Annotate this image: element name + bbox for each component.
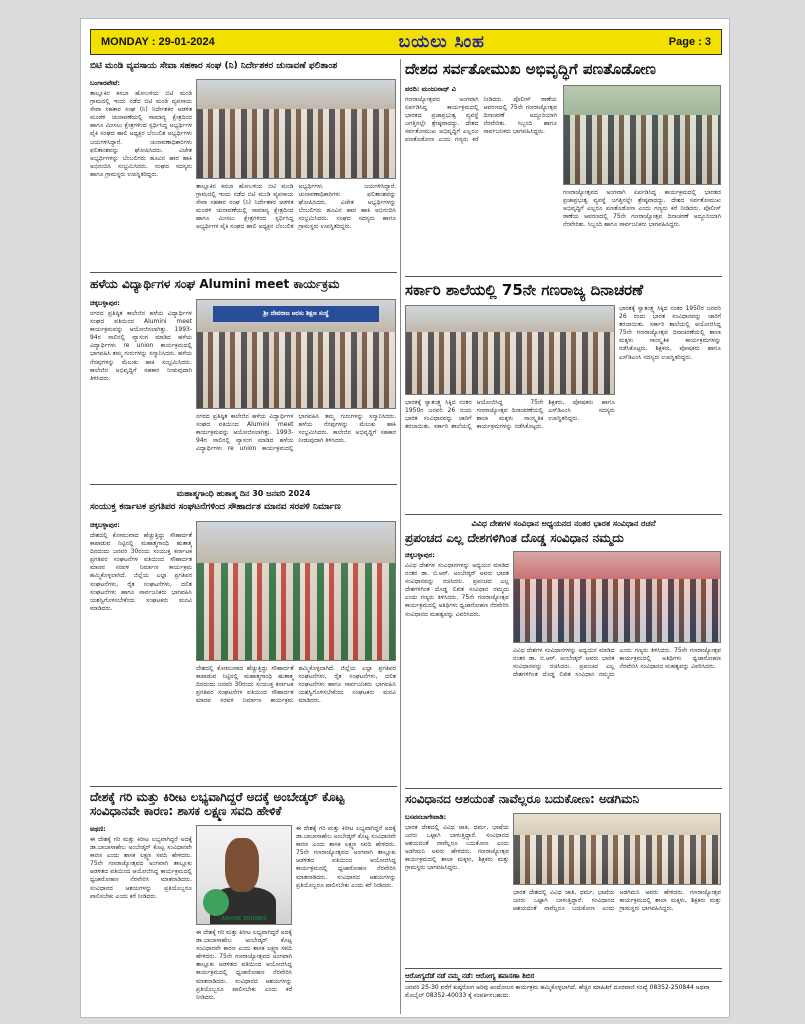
story-constitution-savadi (90, 789, 397, 1014)
story-dateline: ವರದಿ: ಮಂಜುನಾಥ್ ವಿ (405, 85, 456, 93)
school-event-photo (405, 305, 615, 395)
story-dateline: ಚಿಕ್ಕಬಳ್ಳಾಪುರ: (90, 521, 120, 529)
human-chain-photo (196, 521, 396, 661)
story-dateline: ಚಿಕ್ಕಬಳ್ಳಾಪುರ: (90, 299, 120, 307)
story-body-continued: ದೇಶದಲ್ಲಿ ಕೋಮುವಾದ ಹೆಚ್ಚುತ್ತಿದ್ದು ಸೌಹಾರ್ದತೆ ಕಾಪಾಡುವ ನಿಟ್ಟಿನಲ್ಲಿ ಮಹಾತ್ಮಗಾಂಧಿ ಹುತಾತ್ಮ ದಿನದಂದು ಜನವರಿ 30ರಂದು ಸಂಯುಕ್ತ ಕರ್ನಾಟಕ ಪ್ರಗತಿಪರ ಸಂಘಟನೆಗಳ ವತಿಯಿಂದ ಸೌಹಾರ್ದತ ಮಾನವ ಸರಪಳಿ ನಿರ್ಮಾಣ ಕಾರ್ಯಕ್ರಮ ಹಮ್ಮಿಕೊಳ್ಳಲಾಗಿದೆ. ಜಿಲ್ಲೆಯ ಎಲ್ಲಾ ಪ್ರಗತಿಪರ ಸಂಘಟನೆಗಳು, ರೈತ ಸಂಘಟನೆಗಳು, ದಲಿತ ಸಂಘಟನೆಗಳು ಹಾಗೂ ಸಾರ್ವಜನಿಕರು ಭಾಗವಹಿಸಿ ಯಶಸ್ವಿಗೊಳಿಸಬೇಕೆಂದು ಸಂಘಟಕರು ಮನವಿ ಮಾಡಿದರು. (196, 665, 396, 705)
story-school-republic (405, 279, 722, 515)
village-event-photo (513, 813, 721, 885)
story-headline: ದೇಶದ ಸರ್ವತೋಮುಖ ಅಭಿವೃದ್ಧಿಗೆ ಪಣತೊಡೋಣ (405, 60, 656, 78)
story-dateline: ಚಿಕ್ಕಬಳ್ಳಾಪುರ: (405, 551, 435, 559)
masthead (90, 29, 722, 55)
story-headline: ಸಂಯುಕ್ತ ಕರ್ನಾಟಕ ಪ್ರಗತಿಪರ ಸಂಘಟನೆಗಳಿಂದ ಸೌಹಾರ್ದತ ಮಾನವ ಸರಪಳಿ ನಿರ್ಮಾಣ (90, 502, 341, 512)
story-body-continued: ನಗರದ ಪ್ರತಿಷ್ಠಿತ ಕಾಲೇಜಿನ ಹಳೆಯ ವಿದ್ಯಾರ್ಥಿಗಳ ಸಂಘದ ವತಿಯಿಂದ Alumini meet ಕಾರ್ಯಕ್ರಮವನ್ನು ಆಯೋಜಿಸಲಾಗಿತ್ತು. 1993-94ರ ಸಾಲಿನಲ್ಲಿ ವ್ಯಾಸಂಗ ಮಾಡಿದ ಹಳೆಯ ವಿದ್ಯಾರ್ಥಿಗಳು re union ಕಾರ್ಯಕ್ರಮದಲ್ಲಿ ಭಾಗವಹಿಸಿ ತಮ್ಮ ಗುರುಗಳನ್ನು ಸನ್ಮಾನಿಸಿದರು. ಹಳೆಯ ನೆನಪುಗಳನ್ನು ಮೆಲುಕು ಹಾಕಿ ಸಂಭ್ರಮಿಸಿದರು. ಕಾಲೇಜಿನ ಅಭಿವೃದ್ಧಿಗೆ ಸಹಕಾರ ನೀಡುವುದಾಗಿ ತಿಳಿಸಿದರು. (196, 413, 396, 453)
story-kicker: ವಿವಿಧ ದೇಶಗಳ ಸಂವಿಧಾನ ಅಧ್ಯಯನದ ನಂತರ ಭಾರತ ಸಂವಿಧಾನ ರಚನೆ (471, 519, 656, 528)
story-dateline: ಅಥಣಿ: (90, 825, 106, 833)
story-health-camp (405, 971, 722, 1016)
story-body-continued: ಈ ದೇಶಕ್ಕೆ ಗರಿ ಮತ್ತು ಕಿರೀಟ ಲಭ್ಯವಾಗಿದ್ದರೆ ಅದಕ್ಕೆ ಡಾ.ಬಾಬಾಸಾಹೇಬ ಅಂಬೇಡ್ಕರ್ ಕೊಟ್ಟ ಸಂವಿಧಾನವೇ ಕಾರಣ ಎಂದು ಶಾಸಕ ಲಕ್ಷ್ಮಣ ಸವದಿ ಹೇಳಿದರು. 75ನೇ ಗಣರಾಜ್ಯೋತ್ಸವದ ಅಂಗವಾಗಿ ತಾಲ್ಲೂಕು ಆಡಳಿತದ ವತಿಯಿಂದ ಆಯೋಜಿಸಿದ್ದ ಕಾರ್ಯಕ್ರಮದಲ್ಲಿ ಧ್ವಜಾರೋಹಣ ನೆರವೇರಿಸಿ ಮಾತನಾಡಿದರು. ಸಂವಿಧಾನದ ಆಶಯಗಳನ್ನು ಪ್ರತಿಯೊಬ್ಬರೂ ಪಾಲಿಸಬೇಕು ಎಂದು ಕರೆ ನೀಡಿದರು. (196, 929, 292, 1001)
story-headline: ಸಂವಿಧಾನದ ಆಶಯಂತೆ ನಾವೆಲ್ಲರೂ ಬದುಕೋಣ: ಅಡಗಿಮನಿ (405, 792, 640, 806)
story-headline: ದೇಶಕ್ಕೆ ಗರಿ ಮತ್ತು ಕಿರೀಟ ಲಭ್ಯವಾಗಿದ್ದರೆ ಅದಕ್ಕೆ ಅಂಬೇಡ್ಕರ್ ಕೊಟ್ಟ ಸಂವಿಧಾನವೇ ಕಾರಣ: ಶಾಸಕ ಲಕ್ಷ್ಮಣ ಸವದಿ ಹೇಳಿಕೆ (90, 790, 345, 818)
story-body-continued: ಈ ದೇಶಕ್ಕೆ ಗರಿ ಮತ್ತು ಕಿರೀಟ ಲಭ್ಯವಾಗಿದ್ದರೆ ಅದಕ್ಕೆ ಡಾ.ಬಾಬಾಸಾಹೇಬ ಅಂಬೇಡ್ಕರ್ ಕೊಟ್ಟ ಸಂವಿಧಾನವೇ ಕಾರಣ ಎಂದು ಶಾಸಕ ಲಕ್ಷ್ಮಣ ಸವದಿ ಹೇಳಿದರು. 75ನೇ ಗಣರಾಜ್ಯೋತ್ಸವದ ಅಂಗವಾಗಿ ತಾಲ್ಲೂಕು ಆಡಳಿತದ ವತಿಯಿಂದ ಆಯೋಜಿಸಿದ್ದ ಕಾರ್ಯಕ್ರಮದಲ್ಲಿ ಧ್ವಜಾರೋಹಣ ನೆರವೇರಿಸಿ ಮಾತನಾಡಿದರು. ಸಂವಿಧಾನದ ಆಶಯಗಳನ್ನು ಪ್ರತಿಯೊಬ್ಬರೂ ಪಾಲಿಸಬೇಕು ಎಂದು ಕರೆ ನೀಡಿದರು. (296, 825, 396, 889)
story-body-continued: ಗಣರಾಜ್ಯೋತ್ಸವದ ಅಂಗವಾಗಿ ಏರ್ಪಡಿಸಿದ್ದ ಕಾರ್ಯಕ್ರಮದಲ್ಲಿ ಭಾರತದ ಪ್ರಜಾಪ್ರಭುತ್ವ ವ್ಯವಸ್ಥೆ ಜಗತ್ತಿನಲ್ಲೇ ಶ್ರೇಷ್ಠವಾದದ್ದು. ದೇಶದ ಸರ್ವತೋಮುಖ ಅಭಿವೃದ್ಧಿಗೆ ಎಲ್ಲರೂ ಪಣತೊಡೋಣ ಎಂದು ಗಣ್ಯರು ಕರೆ ನೀಡಿದರು. ಪೊಲೀಸ್ ಠಾಣೆಯ ಆವರಣದಲ್ಲಿ 75ನೇ ಗಣರಾಜ್ಯೋತ್ಸವ ದಿನಾಚರಣೆ ಅದ್ದೂರಿಯಾಗಿ ನೆರವೇರಿತು. ಸಿಬ್ಬಂದಿ ಹಾಗೂ ಸಾರ್ವಜನಿಕರು ಭಾಗವಹಿಸಿದ್ದರು. (563, 189, 721, 229)
police-station-photo (563, 85, 721, 185)
story-headline: ಸರ್ಕಾರಿ ಶಾಲೆಯಲ್ಲಿ 75ನೇ ಗಣರಾಜ್ಯ ದಿನಾಚರಣೆ (405, 281, 644, 299)
story-headline: ಹಳೆಯ ವಿದ್ಯಾರ್ಥಿಗಳ ಸಂಘ Alumini meet ಕಾರ್ಯಕ್ರಮ (90, 277, 340, 291)
story-body-continued: ವಿವಿಧ ದೇಶಗಳ ಸಂವಿಧಾನಗಳನ್ನು ಅಧ್ಯಯನ ಮಾಡಿದ ನಂತರ ಡಾ. ಬಿ.ಆರ್. ಅಂಬೇಡ್ಕರ್ ಅವರು ಭಾರತ ಸಂವಿಧಾನವನ್ನು ರಚಿಸಿದರು. ಪ್ರಪಂಚದ ಎಲ್ಲ ದೇಶಗಳಿಗಿಂತ ದೊಡ್ಡ ಲಿಖಿತ ಸಂವಿಧಾನ ನಮ್ಮದು ಎಂದು ಗಣ್ಯರು ತಿಳಿಸಿದರು. 75ನೇ ಗಣರಾಜ್ಯೋತ್ಸವ ಕಾರ್ಯಕ್ರಮದಲ್ಲಿ ಅತಿಥಿಗಳು ಧ್ವಜಾರೋಹಣ ನೆರವೇರಿಸಿ ಸಂವಿಧಾನದ ಮಹತ್ವವನ್ನು ವಿವರಿಸಿದರು. (513, 647, 721, 679)
story-election (90, 59, 397, 273)
story-biggest-constitution (405, 517, 722, 789)
story-body-continued: ತಾಲ್ಲೂಕಿನ ಕಸಬಾ ಹೋಬಳಿಯ ಬಿಟಿ ಮಂಡಿ ಗ್ರಾಮದಲ್ಲಿ ಇಂದು ನಡೆದ ಬಿಟಿ ಮಂಡಿ ವ್ಯವಸಾಯ ಸೇವಾ ಸಹಕಾರ ಸಂಘ (ನಿ) ನಿರ್ದೇಶಕರ ಆಡಳಿತ ಮಂಡಳಿ ಚುನಾವಣೆಯಲ್ಲಿ ಸಾಮಾನ್ಯ ಕ್ಷೇತ್ರದಿಂದ ಹಾಗೂ ಮೀಸಲು ಕ್ಷೇತ್ರಗಳಿಂದ ಸ್ಪರ್ಧಿಸಿದ್ದ ಅಭ್ಯರ್ಥಿಗಳ ಪೈಕಿ ಸಂಘದ ಹಾಲಿ ಅಧ್ಯಕ್ಷರ ಬೆಂಬಲಿತ ಅಭ್ಯರ್ಥಿಗಳು ಜಯಗಳಿಸಿದ್ದಾರೆ. ಚುನಾವಣಾಧಿಕಾರಿಗಳು ಫಲಿತಾಂಶವನ್ನು ಘೋಷಿಸಿದರು. ವಿಜೇತ ಅಭ್ಯರ್ಥಿಗಳನ್ನು ಬೆಂಬಲಿಗರು ಹೂವಿನ ಹಾರ ಹಾಕಿ ಅಭಿನಂದಿಸಿ ಸಂಭ್ರಮಿಸಿದರು. ಸಂಘದ ಸದಸ್ಯರು ಹಾಗೂ ಗ್ರಾಮಸ್ಥರು ಉಪಸ್ಥಿತರಿದ್ದರು. (196, 183, 396, 231)
constitution-event-photo (513, 551, 721, 643)
photo-banner-text: ಶ್ರೀ ದೇವರಾಜ ಅರಸು ಶಿಕ್ಷಣ ಸಂಸ್ಥೆ (263, 310, 329, 318)
newspaper-name: ಬಯಲು ಸಿಂಹ (398, 32, 485, 52)
issue-date: MONDAY : 29-01-2024 (101, 36, 215, 48)
story-headline: ಪ್ರಪಂಚದ ಎಲ್ಲ ದೇಶಗಳಿಗಿಂತ ದೊಡ್ಡ ಸಂವಿಧಾನ ನಮ್ಮದು (405, 531, 624, 545)
story-live-by-constitution (405, 791, 722, 969)
story-dateline: ಬಸವನಬಾಗೇವಾಡಿ: (405, 813, 447, 821)
story-body-continued: ಭಾರತ ದೇಶದಲ್ಲಿ ವಿವಿಧ ಜಾತಿ, ಧರ್ಮ, ಭಾಷೆಯ ಜನರು ಒಟ್ಟಾಗಿ ಬಾಳುತ್ತಿದ್ದಾರೆ. ಸಂವಿಧಾನದ ಆಶಯದಂತೆ ನಾವೆಲ್ಲರೂ ಬದುಕೋಣ ಎಂದು ಅಡಗಿಮನಿ ಅವರು ಹೇಳಿದರು. ಗಣರಾಜ್ಯೋತ್ಸವ ಕಾರ್ಯಕ್ರಮದಲ್ಲಿ ಶಾಲಾ ಮಕ್ಕಳು, ಶಿಕ್ಷಕರು ಮತ್ತು ಗ್ರಾಮಸ್ಥರು ಭಾಗವಹಿಸಿದ್ದರು. (513, 889, 721, 913)
election-photo (196, 79, 396, 179)
alumni-photo (196, 299, 396, 409)
story-body: ಭಾರತ ದೇಶದಲ್ಲಿ ವಿವಿಧ ಜಾತಿ, ಧರ್ಮ, ಭಾಷೆಯ ಜನರು ಒಟ್ಟಾಗಿ ಬಾಳುತ್ತಿದ್ದಾರೆ. ಸಂವಿಧಾನದ ಆಶಯದಂತೆ ನಾವೆಲ್ಲರೂ ಬದುಕೋಣ ಎಂದು ಅಡಗಿಮನಿ ಅವರು ಹೇಳಿದರು. ಗಣರಾಜ್ಯೋತ್ಸವ ಕಾರ್ಯಕ್ರಮದಲ್ಲಿ ಶಾಲಾ ಮಕ್ಕಳು, ಶಿಕ್ಷಕರು ಮತ್ತು ಗ್ರಾಮಸ್ಥರು ಭಾಗವಹಿಸಿದ್ದರು. (405, 824, 509, 872)
story-body: ಗಣರಾಜ್ಯೋತ್ಸವದ ಅಂಗವಾಗಿ ಏರ್ಪಡಿಸಿದ್ದ ಕಾರ್ಯಕ್ರಮದಲ್ಲಿ ಭಾರತದ ಪ್ರಜಾಪ್ರಭುತ್ವ ವ್ಯವಸ್ಥೆ ಜಗತ್ತಿನಲ್ಲೇ ಶ್ರೇಷ್ಠವಾದದ್ದು. ದೇಶದ ಸರ್ವತೋಮುಖ ಅಭಿವೃದ್ಧಿಗೆ ಎಲ್ಲರೂ ಪಣತೊಡೋಣ ಎಂದು ಗಣ್ಯರು ಕರೆ ನೀಡಿದರು. ಪೊಲೀಸ್ ಠಾಣೆಯ ಆವರಣದಲ್ಲಿ 75ನೇ ಗಣರಾಜ್ಯೋತ್ಸವ ದಿನಾಚರಣೆ ಅದ್ದೂರಿಯಾಗಿ ನೆರವೇರಿತು. ಸಿಬ್ಬಂದಿ ಹಾಗೂ ಸಾರ್ವಜನಿಕರು ಭಾಗವಹಿಸಿದ್ದರು. (405, 96, 557, 144)
photo-caption: ASHOK SOUNDS (221, 916, 267, 922)
story-body: ಭಾರತಕ್ಕೆ ಸ್ವಾತಂತ್ರ್ಯ ಸಿಕ್ಕಿದ ನಂತರ 1950ರ ಜನವರಿ 26 ರಂದು ಭಾರತ ಸಂವಿಧಾನವನ್ನು ಜಾರಿಗೆ ತರಲಾಯಿತು. ಸರ್ಕಾರಿ ಶಾಲೆಯಲ್ಲಿ ಆಯೋಜಿಸಿದ್ದ 75ನೇ ಗಣರಾಜ್ಯೋತ್ಸವ ದಿನಾಚರಣೆಯಲ್ಲಿ ಶಾಲಾ ಮಕ್ಕಳು ಸಾಂಸ್ಕೃತಿಕ ಕಾರ್ಯಕ್ರಮಗಳನ್ನು ನಡೆಸಿಕೊಟ್ಟರು. ಶಿಕ್ಷಕರು, ಪೋಷಕರು ಹಾಗೂ ಎಸ್‌ಡಿಎಂಸಿ ಸದಸ್ಯರು ಉಪಸ್ಥಿತರಿದ್ದರು. (405, 399, 615, 431)
story-body: ಜನವರಿ 25-30 ವರೆಗೆ ಕುಷ್ಠರೋಗ ಅರಿವು ಆಂದೋಲನ ಕಾರ್ಯಕ್ರಮ ಹಮ್ಮಿಕೊಳ್ಳಲಾಗಿದೆ. ಹೆಚ್ಚಿನ ಮಾಹಿತಿಗೆ ದೂರವಾಣಿ ಸಂಖ್ಯೆ 08352-250844 ಅಥವಾ ಮೊಬೈಲ್ 08352-40033 ಕ್ಕೆ ಸಂಪರ್ಕಿಸಬಹುದು. (405, 981, 722, 1011)
column-divider (400, 59, 401, 1014)
story-dateline: ಬಂಗಾರಪೇಟೆ: (90, 79, 120, 87)
story-headline: ಬಿಟಿ ಮಂಡಿ ವ್ಯವಸಾಯ ಸೇವಾ ಸಹಕಾರ ಸಂಘ (ನಿ) ನಿರ್ದೇಶಕರ ಚುನಾವಣೆ ಫಲಿತಾಂಶ (90, 61, 338, 71)
page-number: Page : 3 (668, 36, 711, 48)
story-development (405, 59, 722, 277)
story-body: ದೇಶದಲ್ಲಿ ಕೋಮುವಾದ ಹೆಚ್ಚುತ್ತಿದ್ದು ಸೌಹಾರ್ದತೆ ಕಾಪಾಡುವ ನಿಟ್ಟಿನಲ್ಲಿ ಮಹಾತ್ಮಗಾಂಧಿ ಹುತಾತ್ಮ ದಿನದಂದು ಜನವರಿ 30ರಂದು ಸಂಯುಕ್ತ ಕರ್ನಾಟಕ ಪ್ರಗತಿಪರ ಸಂಘಟನೆಗಳ ವತಿಯಿಂದ ಸೌಹಾರ್ದತ ಮಾನವ ಸರಪಳಿ ನಿರ್ಮಾಣ ಕಾರ್ಯಕ್ರಮ ಹಮ್ಮಿಕೊಳ್ಳಲಾಗಿದೆ. ಜಿಲ್ಲೆಯ ಎಲ್ಲಾ ಪ್ರಗತಿಪರ ಸಂಘಟನೆಗಳು, ರೈತ ಸಂಘಟನೆಗಳು, ದಲಿತ ಸಂಘಟನೆಗಳು ಹಾಗೂ ಸಾರ್ವಜನಿಕರು ಭಾಗವಹಿಸಿ ಯಶಸ್ವಿಗೊಳಿಸಬೇಕೆಂದು ಸಂಘಟಕರು ಮನವಿ ಮಾಡಿದರು. (90, 532, 192, 612)
story-body: ತಾಲ್ಲೂಕಿನ ಕಸಬಾ ಹೋಬಳಿಯ ಬಿಟಿ ಮಂಡಿ ಗ್ರಾಮದಲ್ಲಿ ಇಂದು ನಡೆದ ಬಿಟಿ ಮಂಡಿ ವ್ಯವಸಾಯ ಸೇವಾ ಸಹಕಾರ ಸಂಘ (ನಿ) ನಿರ್ದೇಶಕರ ಆಡಳಿತ ಮಂಡಳಿ ಚುನಾವಣೆಯಲ್ಲಿ ಸಾಮಾನ್ಯ ಕ್ಷೇತ್ರದಿಂದ ಹಾಗೂ ಮೀಸಲು ಕ್ಷೇತ್ರಗಳಿಂದ ಸ್ಪರ್ಧಿಸಿದ್ದ ಅಭ್ಯರ್ಥಿಗಳ ಪೈಕಿ ಸಂಘದ ಹಾಲಿ ಅಧ್ಯಕ್ಷರ ಬೆಂಬಲಿತ ಅಭ್ಯರ್ಥಿಗಳು ಜಯಗಳಿಸಿದ್ದಾರೆ. ಚುನಾವಣಾಧಿಕಾರಿಗಳು ಫಲಿತಾಂಶವನ್ನು ಘೋಷಿಸಿದರು. ವಿಜೇತ ಅಭ್ಯರ್ಥಿಗಳನ್ನು ಬೆಂಬಲಿಗರು ಹೂವಿನ ಹಾರ ಹಾಕಿ ಅಭಿನಂದಿಸಿ ಸಂಭ್ರಮಿಸಿದರು. ಸಂಘದ ಸದಸ್ಯರು ಹಾಗೂ ಗ್ರಾಮಸ್ಥರು ಉಪಸ್ಥಿತರಿದ್ದರು. (90, 90, 192, 178)
newspaper-page (80, 18, 730, 1018)
mla-portrait-photo (196, 825, 292, 925)
story-body: ಈ ದೇಶಕ್ಕೆ ಗರಿ ಮತ್ತು ಕಿರೀಟ ಲಭ್ಯವಾಗಿದ್ದರೆ ಅದಕ್ಕೆ ಡಾ.ಬಾಬಾಸಾಹೇಬ ಅಂಬೇಡ್ಕರ್ ಕೊಟ್ಟ ಸಂವಿಧಾನವೇ ಕಾರಣ ಎಂದು ಶಾಸಕ ಲಕ್ಷ್ಮಣ ಸವದಿ ಹೇಳಿದರು. 75ನೇ ಗಣರಾಜ್ಯೋತ್ಸವದ ಅಂಗವಾಗಿ ತಾಲ್ಲೂಕು ಆಡಳಿತದ ವತಿಯಿಂದ ಆಯೋಜಿಸಿದ್ದ ಕಾರ್ಯಕ್ರಮದಲ್ಲಿ ಧ್ವಜಾರೋಹಣ ನೆರವೇರಿಸಿ ಮಾತನಾಡಿದರು. ಸಂವಿಧಾನದ ಆಶಯಗಳನ್ನು ಪ್ರತಿಯೊಬ್ಬರೂ ಪಾಲಿಸಬೇಕು ಎಂದು ಕರೆ ನೀಡಿದರು. (90, 836, 192, 900)
story-headline: ಆರೋಗ್ಯದೆಡೆ ನಡೆ ನಮ್ಮ ನಡೆ: ಆರೋಗ್ಯ ತಪಾಸಣಾ ಶಿಬಿರ (405, 972, 535, 980)
story-alumni (90, 275, 397, 485)
story-kicker: ಮಹಾತ್ಮಗಾಂಧಿ ಹುತಾತ್ಮ ದಿನ 30 ಜನವರಿ 2024 (176, 489, 311, 498)
story-human-chain (90, 487, 397, 787)
story-body: ವಿವಿಧ ದೇಶಗಳ ಸಂವಿಧಾನಗಳನ್ನು ಅಧ್ಯಯನ ಮಾಡಿದ ನಂತರ ಡಾ. ಬಿ.ಆರ್. ಅಂಬೇಡ್ಕರ್ ಅವರು ಭಾರತ ಸಂವಿಧಾನವನ್ನು ರಚಿಸಿದರು. ಪ್ರಪಂಚದ ಎಲ್ಲ ದೇಶಗಳಿಗಿಂತ ದೊಡ್ಡ ಲಿಖಿತ ಸಂವಿಧಾನ ನಮ್ಮದು ಎಂದು ಗಣ್ಯರು ತಿಳಿಸಿದರು. 75ನೇ ಗಣರಾಜ್ಯೋತ್ಸವ ಕಾರ್ಯಕ್ರಮದಲ್ಲಿ ಅತಿಥಿಗಳು ಧ್ವಜಾರೋಹಣ ನೆರವೇರಿಸಿ ಸಂವಿಧಾನದ ಮಹತ್ವವನ್ನು ವಿವರಿಸಿದರು. (405, 562, 509, 618)
story-body: ನಗರದ ಪ್ರತಿಷ್ಠಿತ ಕಾಲೇಜಿನ ಹಳೆಯ ವಿದ್ಯಾರ್ಥಿಗಳ ಸಂಘದ ವತಿಯಿಂದ Alumini meet ಕಾರ್ಯಕ್ರಮವನ್ನು ಆಯೋಜಿಸಲಾಗಿತ್ತು. 1993-94ರ ಸಾಲಿನಲ್ಲಿ ವ್ಯಾಸಂಗ ಮಾಡಿದ ಹಳೆಯ ವಿದ್ಯಾರ್ಥಿಗಳು re union ಕಾರ್ಯಕ್ರಮದಲ್ಲಿ ಭಾಗವಹಿಸಿ ತಮ್ಮ ಗುರುಗಳನ್ನು ಸನ್ಮಾನಿಸಿದರು. ಹಳೆಯ ನೆನಪುಗಳನ್ನು ಮೆಲುಕು ಹಾಕಿ ಸಂಭ್ರಮಿಸಿದರು. ಕಾಲೇಜಿನ ಅಭಿವೃದ್ಧಿಗೆ ಸಹಕಾರ ನೀಡುವುದಾಗಿ ತಿಳಿಸಿದರು. (90, 310, 192, 382)
story-body-continued: ಭಾರತಕ್ಕೆ ಸ್ವಾತಂತ್ರ್ಯ ಸಿಕ್ಕಿದ ನಂತರ 1950ರ ಜನವರಿ 26 ರಂದು ಭಾರತ ಸಂವಿಧಾನವನ್ನು ಜಾರಿಗೆ ತರಲಾಯಿತು. ಸರ್ಕಾರಿ ಶಾಲೆಯಲ್ಲಿ ಆಯೋಜಿಸಿದ್ದ 75ನೇ ಗಣರಾಜ್ಯೋತ್ಸವ ದಿನಾಚರಣೆಯಲ್ಲಿ ಶಾಲಾ ಮಕ್ಕಳು ಸಾಂಸ್ಕೃತಿಕ ಕಾರ್ಯಕ್ರಮಗಳನ್ನು ನಡೆಸಿಕೊಟ್ಟರು. ಶಿಕ್ಷಕರು, ಪೋಷಕರು ಹಾಗೂ ಎಸ್‌ಡಿಎಂಸಿ ಸದಸ್ಯರು ಉಪಸ್ಥಿತರಿದ್ದರು. (619, 305, 721, 361)
